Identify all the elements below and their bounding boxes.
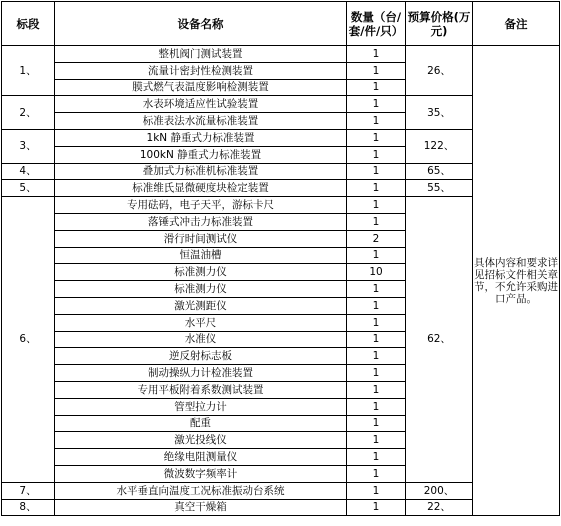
budget-value: 122、 bbox=[406, 129, 473, 163]
quantity: 1 bbox=[347, 129, 406, 146]
quantity: 10 bbox=[347, 264, 406, 281]
equipment-name: 激光测距仪 bbox=[55, 297, 347, 314]
section-number: 3、 bbox=[2, 129, 55, 163]
section-number: 5、 bbox=[2, 180, 55, 197]
equipment-name: 绝缘电阻测量仪 bbox=[55, 449, 347, 466]
budget-value: 200、 bbox=[406, 482, 473, 499]
quantity: 1 bbox=[347, 348, 406, 365]
equipment-name: 激光投线仪 bbox=[55, 432, 347, 449]
quantity: 1 bbox=[347, 180, 406, 197]
quantity: 1 bbox=[347, 197, 406, 214]
quantity: 1 bbox=[347, 314, 406, 331]
section-number: 7、 bbox=[2, 482, 55, 499]
equipment-name: 真空干燥箱 bbox=[55, 499, 347, 516]
remarks-note: 具体内容和要求详见招标文件相关章节，不允许采购进口产品。 bbox=[473, 46, 560, 516]
quantity: 1 bbox=[347, 465, 406, 482]
section-number: 4、 bbox=[2, 163, 55, 180]
quantity: 1 bbox=[347, 146, 406, 163]
quantity: 1 bbox=[347, 381, 406, 398]
equipment-name: 膜式燃气表温度影响检测装置 bbox=[55, 79, 347, 96]
equipment-name: 专用砝码，电子天平，游标卡尺 bbox=[55, 197, 347, 214]
quantity: 1 bbox=[347, 79, 406, 96]
quantity: 1 bbox=[347, 96, 406, 113]
quantity: 1 bbox=[347, 499, 406, 516]
header-budget: 预算价格(万元) bbox=[406, 2, 473, 46]
quantity: 1 bbox=[347, 62, 406, 79]
equipment-name: 整机阀门测试装置 bbox=[55, 46, 347, 63]
equipment-name: 恒温油槽 bbox=[55, 247, 347, 264]
header-quantity: 数量（台/套/件/只） bbox=[347, 2, 406, 46]
equipment-name: 1kN 静重式力标准装置 bbox=[55, 129, 347, 146]
equipment-name: 滑行时间测试仪 bbox=[55, 230, 347, 247]
equipment-name: 配重 bbox=[55, 415, 347, 432]
budget-value: 65、 bbox=[406, 163, 473, 180]
quantity: 1 bbox=[347, 415, 406, 432]
quantity: 1 bbox=[347, 449, 406, 466]
header-equipment-name: 设备名称 bbox=[55, 2, 347, 46]
equipment-name: 专用平板附着系数测试装置 bbox=[55, 381, 347, 398]
equipment-name: 叠加式力标准机标准装置 bbox=[55, 163, 347, 180]
quantity: 1 bbox=[347, 398, 406, 415]
procurement-table bbox=[1, 1, 560, 516]
equipment-name: 流量计密封性检测装置 bbox=[55, 62, 347, 79]
table-body bbox=[2, 46, 560, 516]
equipment-name: 水平尺 bbox=[55, 314, 347, 331]
equipment-name: 标准测力仪 bbox=[55, 264, 347, 281]
equipment-name: 管型拉力计 bbox=[55, 398, 347, 415]
quantity: 1 bbox=[347, 365, 406, 382]
quantity: 1 bbox=[347, 163, 406, 180]
equipment-name: 水平垂直向温度工况标准振动台系统 bbox=[55, 482, 347, 499]
equipment-name: 微波数字频率计 bbox=[55, 465, 347, 482]
quantity: 1 bbox=[347, 432, 406, 449]
equipment-name: 水表环境适应性试验装置 bbox=[55, 96, 347, 113]
table-row bbox=[2, 46, 560, 63]
equipment-name: 逆反射标志板 bbox=[55, 348, 347, 365]
quantity: 1 bbox=[347, 213, 406, 230]
section-number: 2、 bbox=[2, 96, 55, 130]
quantity: 1 bbox=[347, 297, 406, 314]
section-number: 8、 bbox=[2, 499, 55, 516]
equipment-name: 制动操纵力计检准装置 bbox=[55, 365, 347, 382]
quantity: 1 bbox=[347, 113, 406, 130]
quantity: 2 bbox=[347, 230, 406, 247]
budget-value: 55、 bbox=[406, 180, 473, 197]
quantity: 1 bbox=[347, 46, 406, 63]
quantity: 1 bbox=[347, 247, 406, 264]
quantity: 1 bbox=[347, 281, 406, 298]
budget-value: 22、 bbox=[406, 499, 473, 516]
budget-value: 62、 bbox=[406, 197, 473, 483]
header-row bbox=[2, 2, 560, 46]
equipment-name: 落锤式冲击力标准装置 bbox=[55, 213, 347, 230]
section-number: 1、 bbox=[2, 46, 55, 96]
budget-value: 26、 bbox=[406, 46, 473, 96]
section-number: 6、 bbox=[2, 197, 55, 483]
equipment-name: 标准测力仪 bbox=[55, 281, 347, 298]
header-remarks: 备注 bbox=[473, 2, 560, 46]
equipment-name: 标准维氏显微硬度块检定装置 bbox=[55, 180, 347, 197]
equipment-name: 100kN 静重式力标准装置 bbox=[55, 146, 347, 163]
quantity: 1 bbox=[347, 331, 406, 348]
equipment-name: 标准表法水流量标准装置 bbox=[55, 113, 347, 130]
quantity: 1 bbox=[347, 482, 406, 499]
budget-value: 35、 bbox=[406, 96, 473, 130]
header-section: 标段 bbox=[2, 2, 55, 46]
equipment-name: 水准仪 bbox=[55, 331, 347, 348]
